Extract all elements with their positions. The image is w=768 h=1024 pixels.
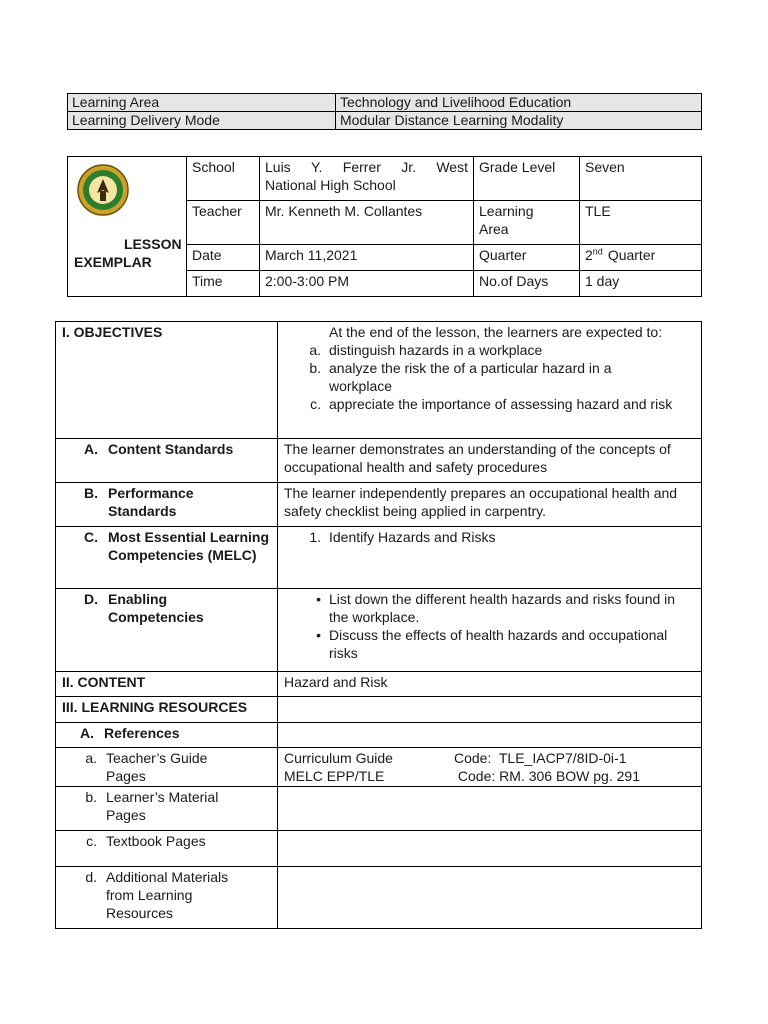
learning-area-value: Technology and Livelihood Education [336,94,702,112]
section-marker: C. [84,529,98,545]
table-row [56,672,702,697]
content-standards-text: The learner demonstrates an understanding of the concepts of occupational health and safety procedures [278,439,702,483]
objectives-intro: At the end of the lesson, the learners are expected to: [329,324,663,340]
ref-source: MELC EPP/TLE [284,768,385,784]
table-row [56,787,702,831]
section-marker: A. [84,441,98,457]
learning-area-value-2: TLE [580,201,702,245]
quarter-label: Quarter [474,245,580,271]
list-marker: c. [310,396,321,412]
grade-level-label: Grade Level [474,157,580,201]
list-item [284,395,695,413]
references-cell [278,723,702,748]
date-value: March 11,2021 [260,245,474,271]
table-row [56,867,702,929]
melc-label [56,527,278,589]
performance-standards-label [56,483,278,527]
quarter-value [580,245,702,271]
teacher-value: Mr. Kenneth M. Collantes [260,201,474,245]
lesson-word: LESSON [124,236,182,252]
table-row [68,112,702,130]
teachers-guide-value [278,748,702,787]
list-item [284,341,695,359]
bullet-icon: • [316,591,321,607]
exemplar-word: EXEMPLAR [74,254,152,270]
section-label: Performance Standards [108,485,194,519]
lesson-plan-table [55,321,702,929]
section-marker: B. [84,485,98,501]
lesson-exemplar-label [74,235,182,271]
table-row [56,527,702,589]
list-item [284,590,695,626]
table-row [68,94,702,112]
additional-materials-label [56,867,278,929]
enabling-item-text: Discuss the effects of health hazards and occupational risks [329,627,668,661]
section-label: Enabling Competencies [108,591,204,625]
section-marker: A. [80,725,94,741]
list-marker: d. [85,869,97,885]
school-seal-logo [76,163,130,217]
list-item [284,359,695,395]
learning-area-text: Learning Area [479,203,534,237]
content-standards-label [56,439,278,483]
objective-text: distinguish hazards in a workplace [329,342,543,358]
quarter-suffix: nd [592,246,603,257]
ref-label: Additional Materials from Learning Resources [106,869,229,921]
references-label [56,723,278,748]
table-row [56,831,702,867]
ref-label: Textbook Pages [106,833,206,849]
table-row [56,748,702,787]
learning-area-label: Learning Area [68,94,336,112]
school-value [260,157,474,201]
time-value: 2:00-3:00 PM [260,271,474,297]
objectives-label: I. OBJECTIVES [56,322,278,439]
list-marker: b. [309,360,321,376]
logo-cell [68,157,187,297]
school-label: School [187,157,260,201]
section-label: Most Essential Learning Competencies (MELC) [108,529,270,563]
learners-material-value [278,787,702,831]
objective-text: analyze the risk the of a particular hazard in a workplace [329,360,612,394]
table-row [56,483,702,527]
ref-label: Learner’s Material Pages [106,789,219,823]
textbook-pages-label [56,831,278,867]
time-label: Time [187,271,260,297]
bullet-icon: • [316,627,321,643]
ref-code: Code: TLE_IACP7/8ID-0i-1 [454,750,627,766]
school-value-line2: National High School [265,177,396,193]
objective-text: appreciate the importance of assessing hazard and risk [329,396,673,412]
school-value-line1: Luis Y. Ferrer Jr. West [265,159,468,175]
lesson-info-table [67,156,702,297]
section-label: Content Standards [108,441,234,457]
list-marker: a. [85,750,97,766]
learning-area-table [67,93,702,130]
melc-cell [278,527,702,589]
teachers-guide-label [56,748,278,787]
enabling-competencies-label [56,589,278,672]
objectives-cell [278,322,702,439]
quarter-word: Quarter [607,247,656,263]
table-row [56,322,702,439]
date-label: Date [187,245,260,271]
quarter-number: 2 [585,247,593,263]
learning-resources-label: III. LEARNING RESOURCES [56,697,278,723]
list-marker: 1. [309,529,321,545]
ref-label: Teacher’s Guide Pages [106,750,208,784]
learners-material-label [56,787,278,831]
teacher-label: Teacher [187,201,260,245]
delivery-mode-value: Modular Distance Learning Modality [336,112,702,130]
content-text: Hazard and Risk [278,672,702,697]
list-marker: a. [309,342,321,358]
table-row [56,697,702,723]
melc-item-text: Identify Hazards and Risks [329,529,496,545]
learning-area-label-2 [474,201,580,245]
list-item [284,528,695,546]
table-row [56,589,702,672]
table-row [56,723,702,748]
delivery-mode-label: Learning Delivery Mode [68,112,336,130]
content-label: II. CONTENT [56,672,278,697]
list-item [284,626,695,662]
grade-level-value: Seven [580,157,702,201]
additional-materials-value [278,867,702,929]
enabling-item-text: List down the different health hazards and risks found in the workplace. [329,591,676,625]
textbook-pages-value [278,831,702,867]
enabling-competencies-cell [278,589,702,672]
section-label: References [104,725,180,741]
performance-standards-text: The learner independently prepares an occupational health and safety checklist being applied in carpentry. [278,483,702,527]
ref-code: Code: RM. 306 BOW pg. 291 [454,768,640,784]
list-marker: b. [85,789,97,805]
table-row [56,439,702,483]
section-marker: D. [84,591,98,607]
list-marker: c. [86,833,97,849]
days-value: 1 day [580,271,702,297]
ref-source: Curriculum Guide [284,750,393,766]
learning-resources-cell [278,697,702,723]
days-label: No.of Days [474,271,580,297]
table-row [68,157,702,201]
